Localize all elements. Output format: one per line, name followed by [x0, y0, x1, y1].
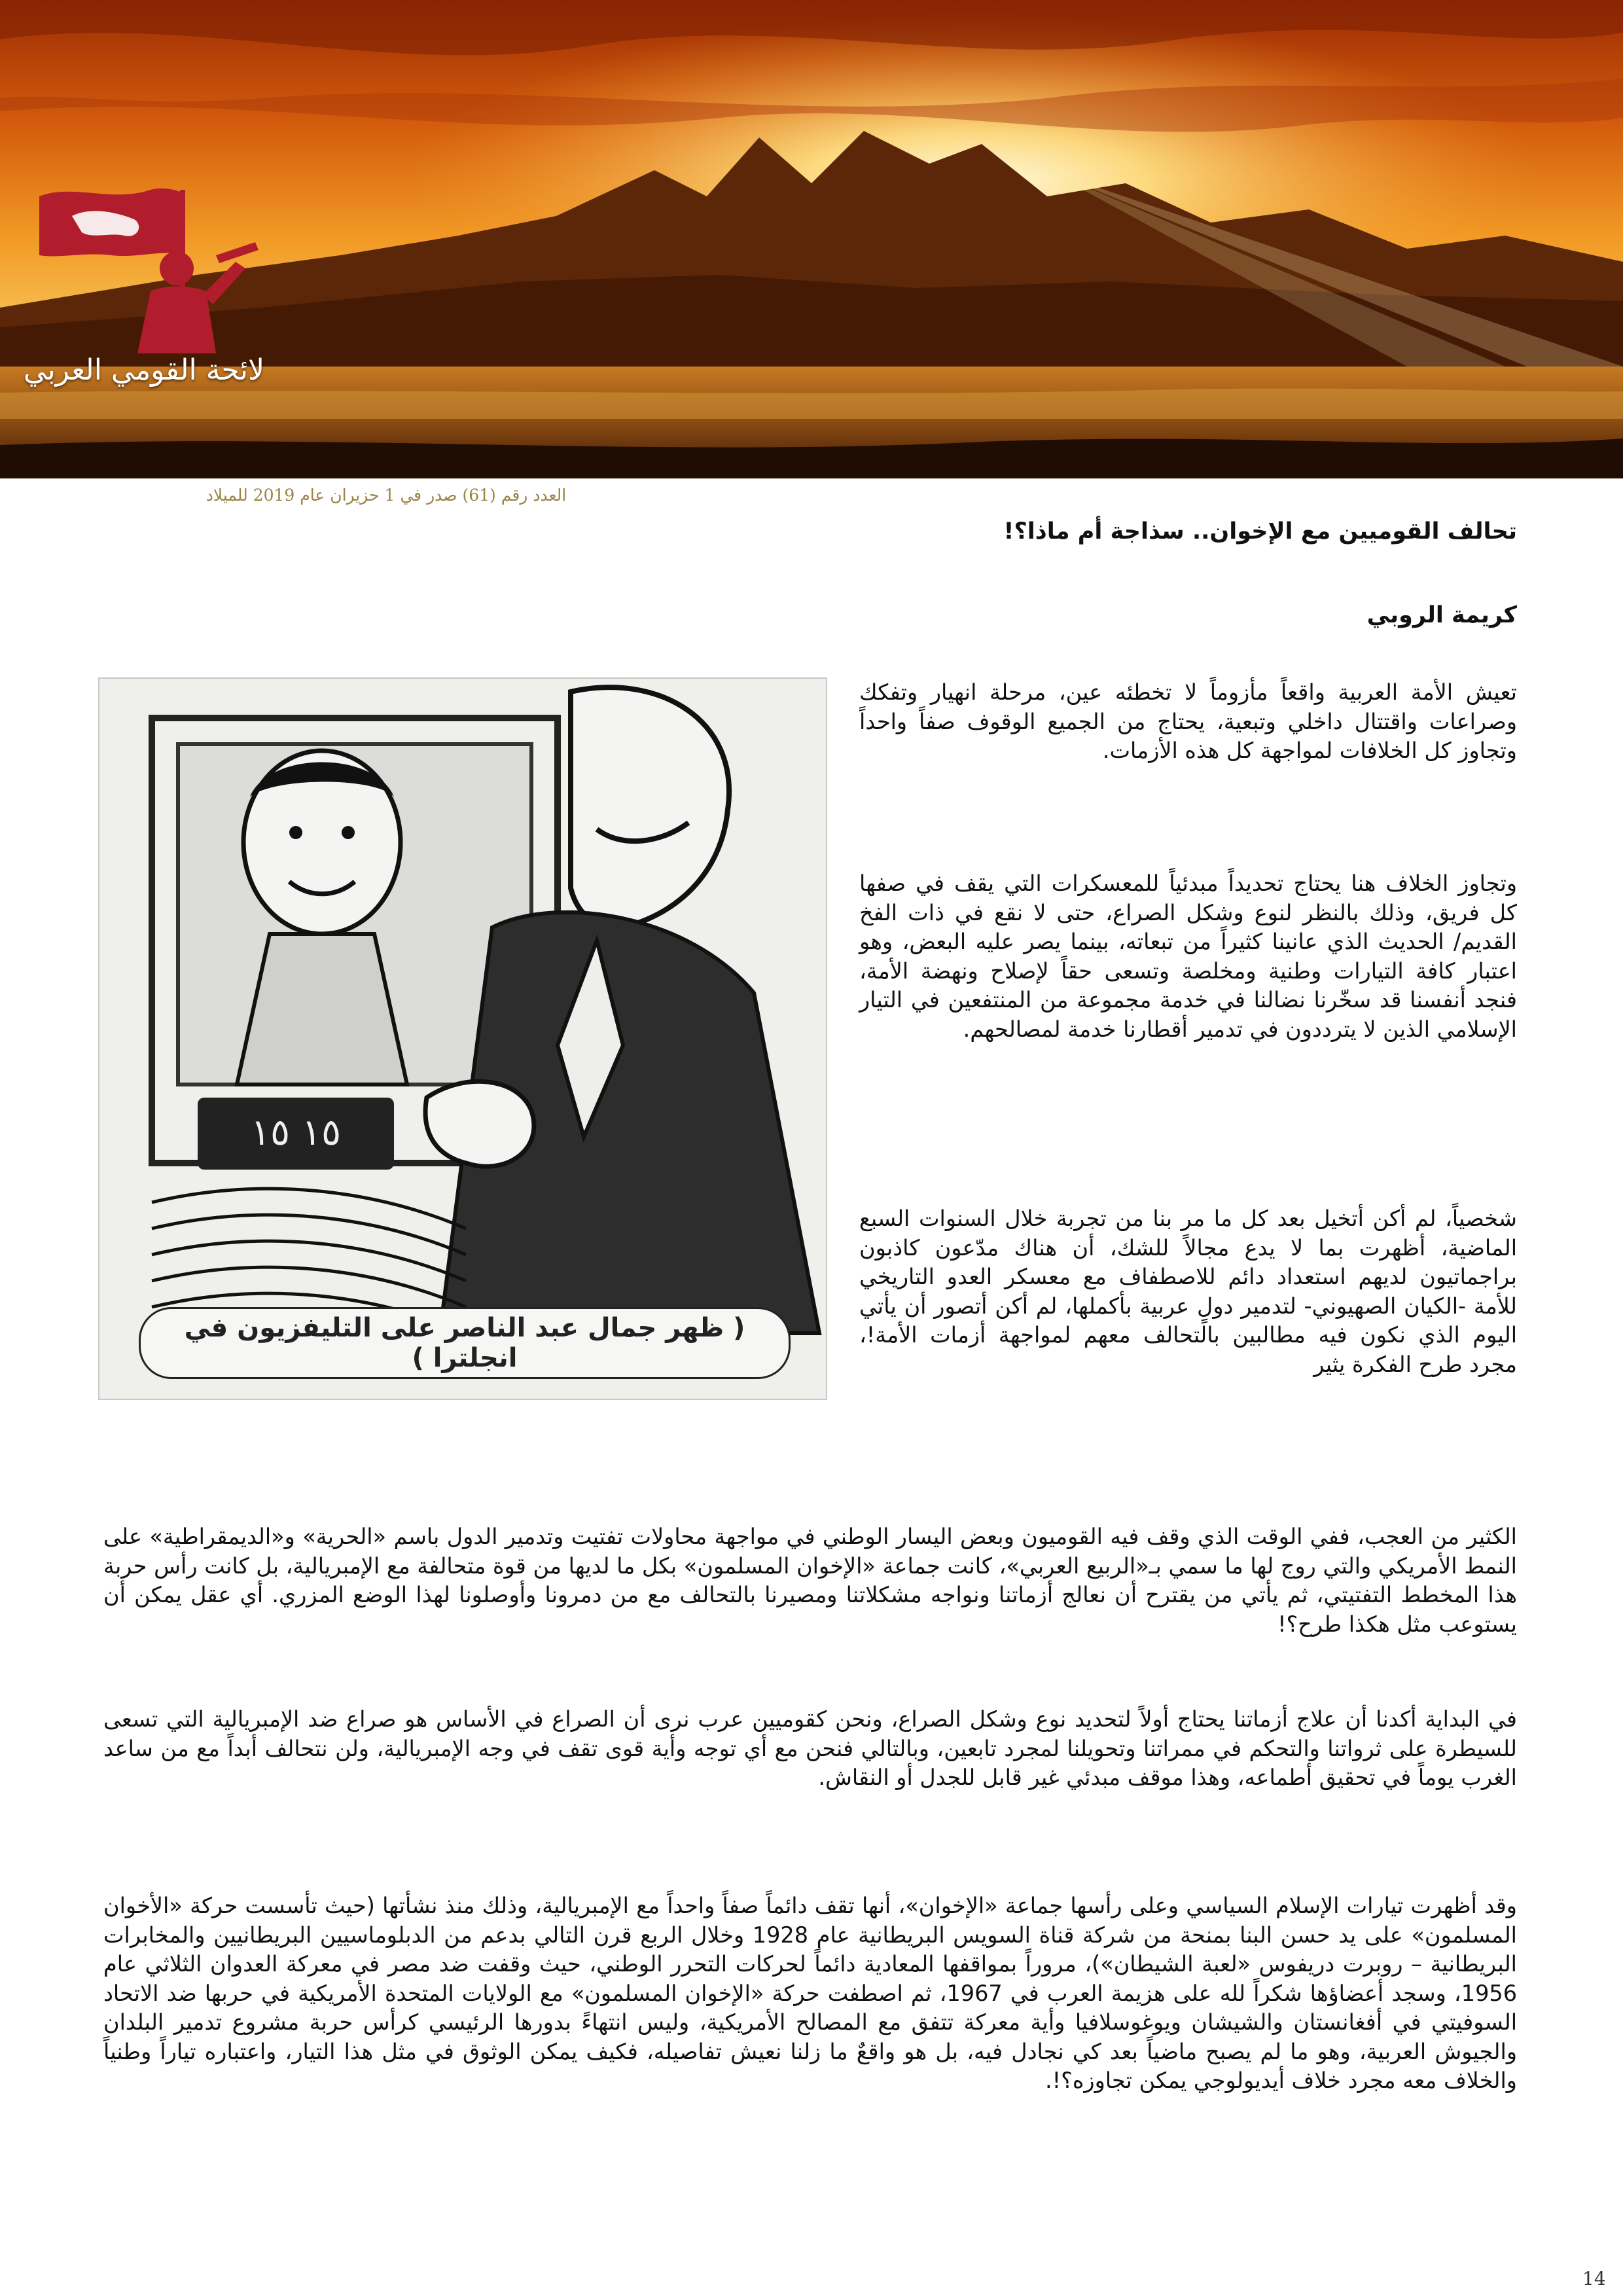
tv-screen-text: ١٥ ١٥	[250, 1111, 342, 1154]
article-title: تحالف القوميين مع الإخوان.. سذاجة أم ماذا؟!	[1003, 518, 1517, 545]
brand-name: لائحة القومي العربي	[23, 353, 265, 387]
logo-fighter-flag-icon	[20, 144, 268, 432]
paragraph-3-continued: الكثير من العجب، ففي الوقت الذي وقف فيه القوميون وبعض اليسار الوطني في مواجهة محاولات تفتيت وتدمير الدول باسم «الحرية» و«الديمقراطية» على النمط الأمريكي والتي روج لها ما سمي بـ«الربيع العربي»، كانت جماعة «الإخوان المسلمون» بكل ما لديها من قوة متحالفة مع الإمبريالية، بل كانت رأس حربة هذا المخطط التفتيتي، ثم يأتي من يقترح أن نعالج أزماتنا ونواجه مشكلاتنا ومصيرنا بالتحالف مع من دمرونا وأوصلونا لهذا الوضع المزري. أي عقل يمكن أن يستوعب مثل هكذا طرح؟!	[103, 1524, 1517, 1637]
header-banner	[0, 0, 1623, 478]
cartoon-illustration	[99, 679, 826, 1399]
author-name: كريمة الروبي	[1366, 602, 1517, 628]
photo-caption: ( ظهر جمال عبد الناصر على التليفزيون في انجلترا )	[139, 1307, 791, 1379]
paragraph-2: وتجاوز الخلاف هنا يحتاج تحديداً مبدئياً للمعسكرات التي يقف في صفها كل فريق، وذلك بالنظر لنوع وشكل الصراع، حتى لا نقع في ذات الفخ القديم/ الحديث الذي عانينا كثيراً من تبعاته، بينما يصر عليه البعض، وهو اعتبار كافة التيارات وطنية ومخلصة وتسعى حقاً لإصلاح ونهضة الأمة، فنجد أنفسنا قد سخّرنا نضالنا في خدمة مجموعة من المنتفعين في التيار الإسلامي الذين لا يترددون في تدمير أقطارنا خدمة لمصالحهم.	[859, 870, 1517, 1042]
cartoon-photo	[98, 677, 827, 1400]
paragraph-3: شخصياً، لم أكن أتخيل بعد كل ما مر بنا من تجربة خلال السنوات السبع الماضية، أظهرت بما لا يدع مجالاً للشك، أن هناك مدّعون كاذبون براجماتيون لديهم استعداد دائم للاصطفاف مع معسكر العدو التاريخي للأمة -الكيان الصهيوني- لتدمير دولٍ عربية بأكملها، لم أكن أتصور أن يأتي اليوم الذي نكون فيه مطالبين بالتحالف معهم لمواجهة أزمات الأمة!، مجرد طرح الفكرة يثير	[859, 1206, 1517, 1377]
paragraph-5: وقد أظهرت تيارات الإسلام السياسي وعلى رأسها جماعة «الإخوان»، أنها تقف دائماً صفاً واحداً مع الإمبريالية، وذلك منذ نشأتها (حيث تأسست حركة «الأخوان المسلمون» على يد حسن البنا بمنحة من شركة قناة السويس البريطانية عام 1928 وخلال الربع قرن التالي بدعم من الدبلوماسيين البريطانيين والمخابرات البريطانية – روبرت دريفوس «لعبة الشيطان»)، مروراً بمواقفها المعادية دائماً لحركات التحرر الوطني، حيث وقفت ضد مصر في معركة العدوان الثلاثي عام 1956، وسجد أعضاؤها شكراً لله على هزيمة العرب في 1967، ثم اصطفت حركة «الإخوان المسلمون» مع الولايات المتحدة الأمريكية في حربها ضد الاتحاد السوفيتي في أفغانستان والشيشان ويوغوسلافيا وأية معركة تتفق مع المصالح الأمريكية، وليس انتهاءً بدورها الرئيسي كرأس حربة مشروع تدمير البلدان والجيوش العربية، وهو ما لم يصبح ماضياً بعد كي نجادل فيه، بل هو واقعٌ ما زلنا نعيش تفاصيله، فكيف يمكن الوثوق في مثل هذا التيار، واعتباره تياراً وطنياً والخلاف معه مجرد خلاف أيديولوجي يمكن تجاوزه؟!.	[103, 1893, 1518, 2093]
paragraph-4: في البداية أكدنا أن علاج أزماتنا يحتاج أولاً لتحديد نوع وشكل الصراع، ونحن كقوميين عرب نرى أن الصراع في الأساس هو صراع ضد الإمبريالية التي تسعى للسيطرة على ثرواتنا والتحكم في ممراتنا وتحويلنا لمجرد تابعين، وبالتالي فنحن مع أي توجه وأية قوى تقف في وجه الإمبريالية، ولن نتحالف أبداً مع من ساعد الغرب يوماً في تحقيق أطماعه، وهذا موقف مبدئي غير قابل للجدل أو النقاش.	[103, 1706, 1517, 1790]
page-number: 14	[1582, 2268, 1606, 2289]
issue-line: العدد رقم (61) صدر في 1 حزيران عام 2019 للميلاد	[205, 486, 567, 505]
paragraph-1: تعيش الأمة العربية واقعاً مأزوماً لا تخطئه عين، مرحلة انهيار وتفكك وصراعات واقتتال داخلي وتبعية، يحتاج من الجميع الوقوف صفاً واحداً وتجاوز كل الخلافات لمواجهة كل هذه الأزمات.	[859, 679, 1517, 763]
